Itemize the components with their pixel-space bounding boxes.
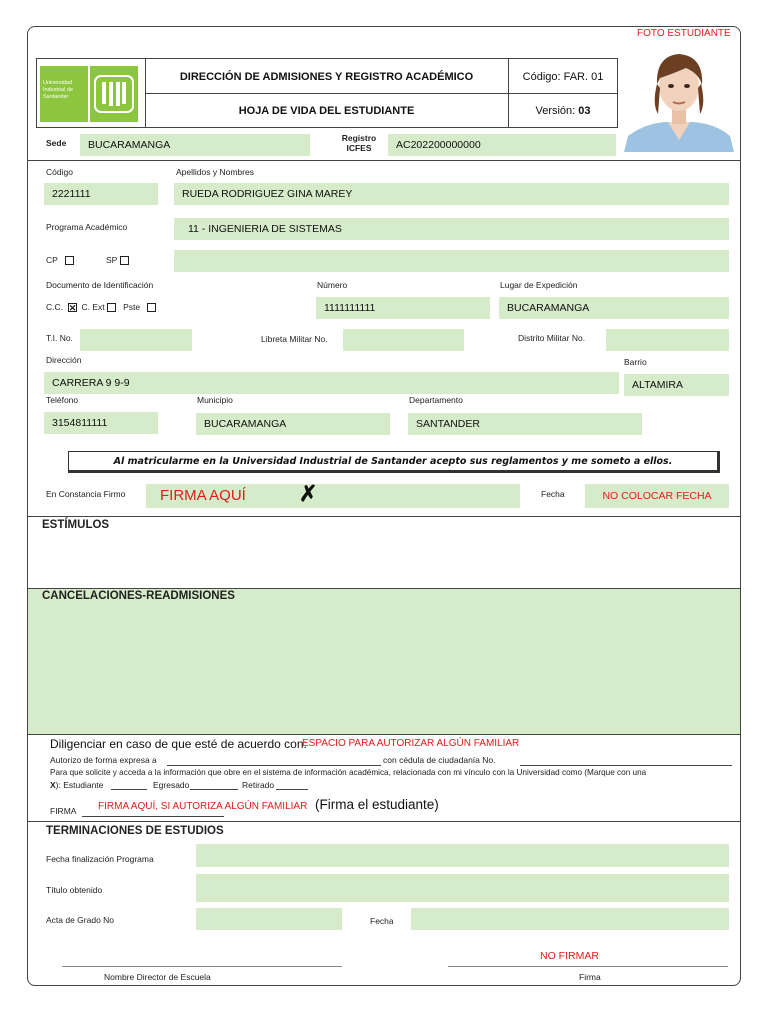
x-mark: ✗ — [299, 481, 318, 506]
municipio-field[interactable]: BUCARAMANGA — [196, 413, 390, 435]
vinculo-options: X): Estudiante — [50, 780, 104, 790]
fecha-field[interactable]: NO COLOCAR FECHA — [585, 484, 729, 508]
libreta-label: Libreta Militar No. — [261, 334, 328, 344]
firma-line[interactable] — [448, 966, 728, 967]
codigo-field[interactable]: 2221111 — [44, 183, 158, 205]
photo-label: FOTO ESTUDIANTE — [637, 28, 731, 39]
distrito-field[interactable] — [606, 329, 729, 351]
acta-label: Acta de Grado No — [46, 915, 115, 925]
header-version — [508, 96, 618, 126]
autorizacion-firma-label: FIRMA — [50, 806, 77, 816]
director-line[interactable] — [62, 966, 342, 967]
direccion-field[interactable]: CARRERA 9 9-9 — [44, 372, 619, 394]
retirado-text: Retirado — [242, 780, 275, 790]
sede-label: Sede — [46, 138, 67, 148]
cp-checkbox[interactable] — [65, 256, 74, 265]
libreta-field[interactable] — [343, 329, 464, 351]
numero-field[interactable]: 1111111111 — [316, 297, 490, 319]
ti-label: T.I. No. — [46, 333, 73, 343]
telefono-field[interactable]: 3154811111 — [44, 412, 158, 434]
departamento-field[interactable]: SANTANDER — [408, 413, 642, 435]
retirado-line[interactable] — [276, 789, 308, 790]
autorizacion-title: Diligenciar en caso de que esté de acuerdo con: — [50, 737, 307, 751]
firma-director-label: Firma — [579, 972, 601, 982]
declaration-text: Al matricularme en la Universidad Industrial de Santander acepto sus reglamentos y me someto a ellos. — [68, 451, 720, 473]
firma-aqui-text: FIRMA AQUÍ — [160, 487, 246, 504]
estudiante-line[interactable] — [111, 789, 147, 790]
autorizacion-firma-value: FIRMA AQUÍ, SI AUTORIZA ALGÚN FAMILIAR — [98, 801, 308, 812]
egresado-text: Egresado — [153, 780, 190, 790]
student-photo — [624, 44, 734, 152]
numero-label: Número — [317, 280, 348, 290]
sp-option[interactable]: SP — [106, 255, 129, 265]
fecha-label: Fecha — [541, 489, 565, 499]
barrio-field[interactable]: ALTAMIRA — [624, 374, 729, 396]
cancelaciones-area[interactable] — [28, 588, 740, 735]
barrio-label: Barrio — [624, 357, 647, 367]
titulo-label: Título obtenido — [46, 885, 103, 895]
egresado-line[interactable] — [190, 789, 238, 790]
direccion-label: Dirección — [46, 355, 82, 365]
documento-label: Documento de Identificación — [46, 280, 154, 290]
programa-field[interactable]: 11 - INGENIERIA DE SISTEMAS — [174, 218, 729, 240]
programa-label: Programa Académico — [46, 222, 128, 232]
titulo-field[interactable] — [196, 874, 729, 902]
fecha-fin-field[interactable] — [196, 844, 729, 867]
uis-logo — [40, 66, 140, 122]
header-title: DIRECCIÓN DE ADMISIONES Y REGISTRO ACADÉMICO — [179, 71, 474, 83]
version-label: Versión: — [535, 105, 576, 117]
estimulos-title: ESTÍMULOS — [42, 519, 110, 531]
nombres-field[interactable]: RUEDA RODRIGUEZ GINA MAREY — [174, 183, 729, 205]
lugar-label: Lugar de Expedición — [500, 280, 578, 290]
version-value: 03 — [578, 105, 591, 117]
fecha-fin-label: Fecha finalización Programa — [46, 854, 154, 864]
header-codigo: Código: FAR. 01 — [522, 71, 604, 83]
autorizado-line[interactable] — [167, 765, 381, 766]
acta-field[interactable] — [196, 908, 342, 930]
registro-icfes-label: Registro ICFES — [341, 133, 377, 153]
sp-checkbox[interactable] — [120, 256, 129, 265]
no-firmar-text: NO FIRMAR — [540, 950, 599, 962]
distrito-label: Distrito Militar No. — [518, 333, 586, 343]
cext-checkbox[interactable] — [107, 303, 116, 312]
terminacion-fecha-field[interactable] — [411, 908, 729, 930]
autorizacion-firma-note: (Firma el estudiante) — [315, 797, 439, 812]
telefono-label: Teléfono — [46, 395, 79, 405]
autorizacion-note: ESPACIO PARA AUTORIZAR ALGÚN FAMILIAR — [302, 738, 520, 749]
nombres-label: Apellidos y Nombres — [176, 167, 254, 177]
registro-icfes-field[interactable]: AC202200000000 — [388, 134, 616, 156]
director-label: Nombre Director de Escuela — [104, 972, 211, 982]
autorizacion-body: Para que solicite y acceda a la información que obre en el sistema de información académica, relacionada con mi vínculo con la Universidad como (Marque con una — [50, 768, 647, 777]
codigo-label: Código — [46, 167, 73, 177]
header-subtitle: HOJA DE VIDA DEL ESTUDIANTE — [238, 105, 415, 117]
terminacion-fecha-label: Fecha — [370, 916, 394, 926]
autorizacion-firma-line[interactable] — [82, 816, 224, 817]
logo-text: Universidad Industrial de Santander — [40, 66, 88, 122]
cp-sp-field[interactable] — [174, 250, 729, 272]
cc-checkbox[interactable] — [68, 303, 77, 312]
cedula-text: con cédula de ciudadanía No. — [383, 755, 496, 765]
ti-field[interactable] — [80, 329, 192, 351]
departamento-label: Departamento — [409, 395, 463, 405]
cp-option[interactable]: CP — [46, 255, 74, 265]
municipio-label: Municipio — [197, 395, 233, 405]
cedula-line[interactable] — [520, 765, 732, 766]
logo-mark — [90, 66, 138, 122]
lugar-field[interactable]: BUCARAMANGA — [499, 297, 729, 319]
terminaciones-title: TERMINACIONES DE ESTUDIOS — [46, 825, 224, 837]
cancelaciones-title: CANCELACIONES-READMISIONES — [42, 590, 235, 602]
autorizo-text: Autorizo de forma expresa a — [50, 755, 157, 765]
doc-type-options: C.C. ✕ C. Ext Pste — [46, 302, 156, 312]
sede-field[interactable]: BUCARAMANGA — [80, 134, 310, 156]
firma-label: En Constancia Firmo — [46, 489, 126, 499]
pste-checkbox[interactable] — [147, 303, 156, 312]
